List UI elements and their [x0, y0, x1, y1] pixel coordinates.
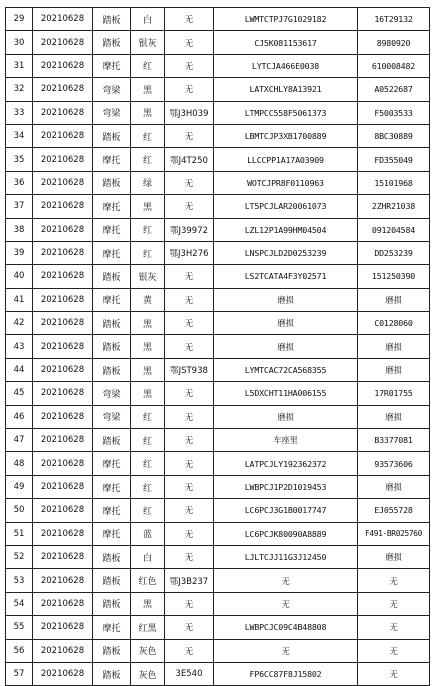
plate-cell: 无: [165, 522, 214, 545]
color-cell: 红: [131, 241, 165, 264]
frame-number-cell: CJ5K081153617: [214, 31, 358, 54]
engine-number-cell: 091204584: [358, 218, 430, 241]
engine-number-cell: 151250390: [358, 265, 430, 288]
engine-number-cell: 磨损: [358, 545, 430, 568]
vehicle-type-cell: 摩托: [93, 499, 131, 522]
row-number-cell: 45: [6, 382, 33, 405]
plate-cell: 无: [165, 616, 214, 639]
row-number-cell: 31: [6, 54, 33, 77]
vehicle-type-cell: 踏板: [93, 171, 131, 194]
date-cell: 20210628: [33, 452, 93, 475]
color-cell: 黑: [131, 592, 165, 615]
row-number-cell: 39: [6, 241, 33, 264]
row-number-cell: 35: [6, 148, 33, 171]
color-cell: 白: [131, 8, 165, 31]
engine-number-cell: FD355049: [358, 148, 430, 171]
engine-number-cell: 17R01755: [358, 382, 430, 405]
frame-number-cell: LJLTCJJ11G3J12450: [214, 545, 358, 568]
frame-number-cell: FP6CC87F8J15802: [214, 662, 358, 685]
frame-number-cell: 无: [214, 569, 358, 592]
row-number-cell: 55: [6, 616, 33, 639]
vehicle-type-cell: 摩托: [93, 54, 131, 77]
color-cell: 灰色: [131, 662, 165, 685]
row-number-cell: 56: [6, 639, 33, 662]
frame-number-cell: 磨损: [214, 312, 358, 335]
frame-number-cell: 无: [214, 639, 358, 662]
date-cell: 20210628: [33, 171, 93, 194]
frame-number-cell: 磨损: [214, 288, 358, 311]
plate-cell: 无: [165, 288, 214, 311]
row-number-cell: 32: [6, 78, 33, 101]
date-cell: 20210628: [33, 616, 93, 639]
row-number-cell: 38: [6, 218, 33, 241]
vehicle-type-cell: 踏板: [93, 312, 131, 335]
row-number-cell: 47: [6, 429, 33, 452]
row-number-cell: 36: [6, 171, 33, 194]
date-cell: 20210628: [33, 124, 93, 147]
row-number-cell: 50: [6, 499, 33, 522]
engine-number-cell: DD253239: [358, 241, 430, 264]
plate-cell: 鄂J39972: [165, 218, 214, 241]
engine-number-cell: 8BC30889: [358, 124, 430, 147]
vehicle-type-cell: 摩托: [93, 522, 131, 545]
engine-number-cell: 610008482: [358, 54, 430, 77]
vehicle-type-cell: 踏板: [93, 639, 131, 662]
vehicle-type-cell: 弯梁: [93, 405, 131, 428]
table-row: [6, 312, 430, 335]
engine-number-cell: A0522687: [358, 78, 430, 101]
plate-cell: 鄂J3H276: [165, 241, 214, 264]
row-number-cell: 42: [6, 312, 33, 335]
vehicle-type-cell: 摩托: [93, 288, 131, 311]
frame-number-cell: 磨损: [214, 335, 358, 358]
row-number-cell: 46: [6, 405, 33, 428]
engine-number-cell: B3377081: [358, 429, 430, 452]
vehicle-type-cell: 踏板: [93, 592, 131, 615]
engine-number-cell: 无: [358, 616, 430, 639]
frame-number-cell: LC6PCJK80090A8889: [214, 522, 358, 545]
vehicle-type-cell: 弯梁: [93, 78, 131, 101]
frame-number-cell: LWMTCTPJ7G1029182: [214, 8, 358, 31]
table-row: [6, 429, 430, 452]
vehicle-type-cell: 摩托: [93, 452, 131, 475]
table-row: [6, 592, 430, 615]
plate-cell: 3E540: [165, 662, 214, 685]
plate-cell: 无: [165, 265, 214, 288]
table-row: [6, 78, 430, 101]
date-cell: 20210628: [33, 78, 93, 101]
color-cell: 红: [131, 452, 165, 475]
row-number-cell: 33: [6, 101, 33, 124]
table-row: [6, 288, 430, 311]
color-cell: 黑: [131, 78, 165, 101]
frame-number-cell: LBMTCJP3XB1700889: [214, 124, 358, 147]
table-row: [6, 8, 430, 31]
table-row: [6, 265, 430, 288]
engine-number-cell: 磨损: [358, 335, 430, 358]
plate-cell: 无: [165, 78, 214, 101]
date-cell: 20210628: [33, 218, 93, 241]
row-number-cell: 54: [6, 592, 33, 615]
color-cell: 蓝: [131, 522, 165, 545]
color-cell: 黑: [131, 195, 165, 218]
plate-cell: 无: [165, 452, 214, 475]
date-cell: 20210628: [33, 382, 93, 405]
color-cell: 红: [131, 124, 165, 147]
color-cell: 银灰: [131, 265, 165, 288]
vehicle-type-cell: 摩托: [93, 616, 131, 639]
date-cell: 20210628: [33, 475, 93, 498]
table-row: [6, 569, 430, 592]
plate-cell: 无: [165, 31, 214, 54]
table-row: [6, 54, 430, 77]
row-number-cell: 44: [6, 358, 33, 381]
frame-number-cell: LLCCPP1A17A03909: [214, 148, 358, 171]
engine-number-cell: EJ055728: [358, 499, 430, 522]
date-cell: 20210628: [33, 335, 93, 358]
engine-number-cell: F491-BR025760: [358, 522, 430, 545]
engine-number-cell: 磨损: [358, 358, 430, 381]
plate-cell: 无: [165, 475, 214, 498]
frame-number-cell: LWBPCJ1P2D1019453: [214, 475, 358, 498]
table-row: [6, 171, 430, 194]
date-cell: 20210628: [33, 405, 93, 428]
date-cell: 20210628: [33, 195, 93, 218]
table-row: [6, 382, 430, 405]
color-cell: 黑: [131, 101, 165, 124]
table-row: [6, 545, 430, 568]
frame-number-cell: LTMPCC558F5061373: [214, 101, 358, 124]
date-cell: 20210628: [33, 429, 93, 452]
table-row: [6, 31, 430, 54]
vehicle-type-cell: 摩托: [93, 148, 131, 171]
date-cell: 20210628: [33, 592, 93, 615]
color-cell: 红黑: [131, 616, 165, 639]
color-cell: 红: [131, 148, 165, 171]
engine-number-cell: 2ZHR21038: [358, 195, 430, 218]
frame-number-cell: WOTCJPR8F0110963: [214, 171, 358, 194]
plate-cell: 鄂J3H039: [165, 101, 214, 124]
row-number-cell: 49: [6, 475, 33, 498]
plate-cell: 无: [165, 124, 214, 147]
frame-number-cell: LYMTCAC72CA568355: [214, 358, 358, 381]
table-row: [6, 335, 430, 358]
engine-number-cell: 93573606: [358, 452, 430, 475]
frame-number-cell: LC6PCJ3G1B0017747: [214, 499, 358, 522]
frame-number-cell: LS2TCATA4F3Y02571: [214, 265, 358, 288]
row-number-cell: 30: [6, 31, 33, 54]
engine-number-cell: 16T29132: [358, 8, 430, 31]
color-cell: 绿: [131, 171, 165, 194]
color-cell: 灰色: [131, 639, 165, 662]
vehicle-type-cell: 踏板: [93, 662, 131, 685]
date-cell: 20210628: [33, 31, 93, 54]
color-cell: 白: [131, 545, 165, 568]
table-row: [6, 616, 430, 639]
vehicle-type-cell: 摩托: [93, 475, 131, 498]
frame-number-cell: LT5PCJLAR20061073: [214, 195, 358, 218]
plate-cell: 无: [165, 382, 214, 405]
date-cell: 20210628: [33, 569, 93, 592]
vehicle-type-cell: 踏板: [93, 124, 131, 147]
vehicle-type-cell: 踏板: [93, 335, 131, 358]
row-number-cell: 51: [6, 522, 33, 545]
row-number-cell: 40: [6, 265, 33, 288]
frame-number-cell: LWBPCJC09C4B48808: [214, 616, 358, 639]
plate-cell: 无: [165, 54, 214, 77]
table-row: [6, 101, 430, 124]
table-row: [6, 195, 430, 218]
date-cell: 20210628: [33, 358, 93, 381]
engine-number-cell: 无: [358, 592, 430, 615]
color-cell: 银灰: [131, 31, 165, 54]
row-number-cell: 53: [6, 569, 33, 592]
vehicle-type-cell: 摩托: [93, 218, 131, 241]
vehicle-type-cell: 踏板: [93, 31, 131, 54]
table-row: [6, 405, 430, 428]
plate-cell: 无: [165, 8, 214, 31]
color-cell: 黑: [131, 312, 165, 335]
color-cell: 红色: [131, 569, 165, 592]
table-row: [6, 475, 430, 498]
vehicle-type-cell: 踏板: [93, 265, 131, 288]
plate-cell: 无: [165, 405, 214, 428]
date-cell: 20210628: [33, 288, 93, 311]
table-row: [6, 522, 430, 545]
vehicle-record-table: [5, 7, 430, 686]
plate-cell: 无: [165, 545, 214, 568]
table-row: [6, 124, 430, 147]
table-row: [6, 452, 430, 475]
table-row: [6, 148, 430, 171]
row-number-cell: 34: [6, 124, 33, 147]
vehicle-type-cell: 踏板: [93, 569, 131, 592]
vehicle-type-cell: 摩托: [93, 195, 131, 218]
engine-number-cell: 磨损: [358, 475, 430, 498]
row-number-cell: 41: [6, 288, 33, 311]
frame-number-cell: LATXCHLY8A13921: [214, 78, 358, 101]
vehicle-type-cell: 弯梁: [93, 101, 131, 124]
vehicle-type-cell: 弯梁: [93, 382, 131, 405]
vehicle-type-cell: 踏板: [93, 545, 131, 568]
plate-cell: 无: [165, 312, 214, 335]
date-cell: 20210628: [33, 8, 93, 31]
date-cell: 20210628: [33, 499, 93, 522]
date-cell: 20210628: [33, 522, 93, 545]
plate-cell: 无: [165, 171, 214, 194]
frame-number-cell: 车座里: [214, 429, 358, 452]
frame-number-cell: LNSPCJLD2D0253239: [214, 241, 358, 264]
engine-number-cell: 无: [358, 662, 430, 685]
table-row: [6, 358, 430, 381]
color-cell: 红: [131, 405, 165, 428]
table-body: [6, 8, 430, 686]
color-cell: 黄: [131, 288, 165, 311]
date-cell: 20210628: [33, 312, 93, 335]
date-cell: 20210628: [33, 148, 93, 171]
row-number-cell: 57: [6, 662, 33, 685]
vehicle-type-cell: 踏板: [93, 8, 131, 31]
plate-cell: 无: [165, 335, 214, 358]
color-cell: 黑: [131, 382, 165, 405]
row-number-cell: 48: [6, 452, 33, 475]
engine-number-cell: 磨损: [358, 288, 430, 311]
plate-cell: 无: [165, 592, 214, 615]
plate-cell: 无: [165, 195, 214, 218]
table-row: [6, 241, 430, 264]
engine-number-cell: 无: [358, 639, 430, 662]
date-cell: 20210628: [33, 639, 93, 662]
table-row: [6, 499, 430, 522]
engine-number-cell: 无: [358, 569, 430, 592]
frame-number-cell: 无: [214, 592, 358, 615]
frame-number-cell: LYTCJA466E0038: [214, 54, 358, 77]
color-cell: 红: [131, 54, 165, 77]
color-cell: 黑: [131, 335, 165, 358]
color-cell: 红: [131, 475, 165, 498]
frame-number-cell: 磨损: [214, 405, 358, 428]
row-number-cell: 52: [6, 545, 33, 568]
engine-number-cell: F5003533: [358, 101, 430, 124]
vehicle-type-cell: 踏板: [93, 429, 131, 452]
table-row: [6, 639, 430, 662]
engine-number-cell: 8980920: [358, 31, 430, 54]
plate-cell: 鄂JST938: [165, 358, 214, 381]
vehicle-type-cell: 摩托: [93, 241, 131, 264]
row-number-cell: 43: [6, 335, 33, 358]
color-cell: 红: [131, 218, 165, 241]
engine-number-cell: 磨损: [358, 405, 430, 428]
table-row: [6, 662, 430, 685]
color-cell: 红: [131, 499, 165, 522]
plate-cell: 无: [165, 639, 214, 662]
engine-number-cell: C0128060: [358, 312, 430, 335]
row-number-cell: 37: [6, 195, 33, 218]
row-number-cell: 29: [6, 8, 33, 31]
table-row: [6, 218, 430, 241]
frame-number-cell: LATPCJLY192362372: [214, 452, 358, 475]
vehicle-type-cell: 踏板: [93, 358, 131, 381]
date-cell: 20210628: [33, 54, 93, 77]
plate-cell: 鄂J4T250: [165, 148, 214, 171]
frame-number-cell: LZL12P1A99HM04504: [214, 218, 358, 241]
frame-number-cell: L5DXCHT11HA006155: [214, 382, 358, 405]
date-cell: 20210628: [33, 241, 93, 264]
plate-cell: 无: [165, 429, 214, 452]
color-cell: 黑: [131, 358, 165, 381]
plate-cell: 无: [165, 499, 214, 522]
plate-cell: 鄂J3B237: [165, 569, 214, 592]
date-cell: 20210628: [33, 662, 93, 685]
date-cell: 20210628: [33, 265, 93, 288]
date-cell: 20210628: [33, 545, 93, 568]
color-cell: 红: [131, 429, 165, 452]
engine-number-cell: 15101968: [358, 171, 430, 194]
date-cell: 20210628: [33, 101, 93, 124]
